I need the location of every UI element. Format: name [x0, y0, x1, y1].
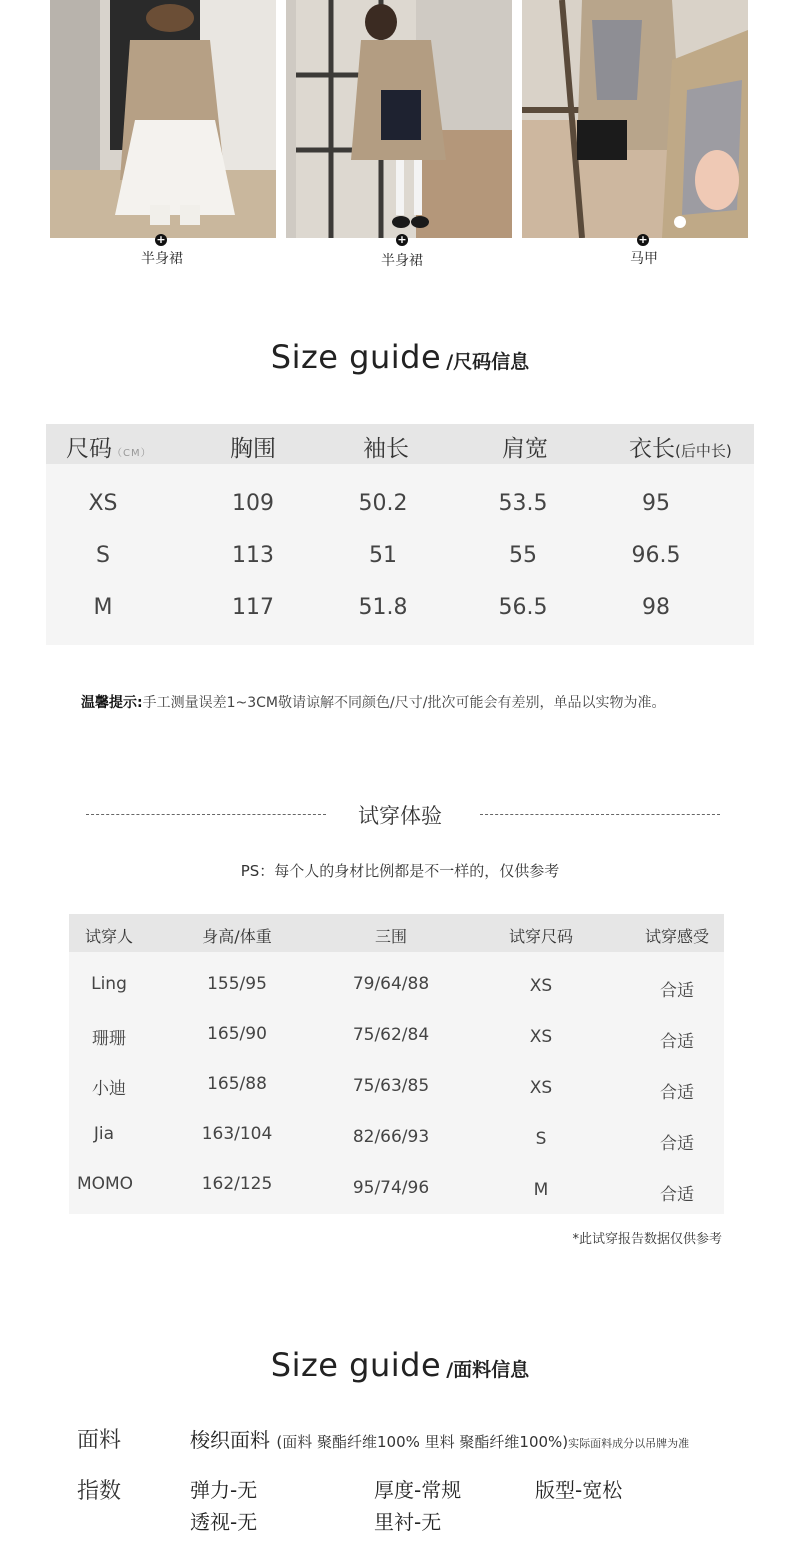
tryon-table-header [69, 914, 724, 952]
fabric-value-line [190, 1424, 689, 1453]
plus-icon: + [638, 233, 648, 246]
size-table [46, 424, 754, 645]
measurements-cell: 75/62/84 [352, 1025, 430, 1045]
header-bust: 胸围 [230, 436, 276, 462]
shoulder-cell: 53.5 [498, 491, 548, 516]
size-table-header [46, 424, 754, 464]
tryon-size-cell: XS [529, 1078, 553, 1098]
photo-caption: 马甲 [630, 251, 658, 267]
header-size-unit: （CM） [112, 448, 152, 459]
tryon-size-cell: XS [529, 976, 553, 996]
tryon-size-cell: XS [529, 1027, 553, 1047]
fabric-label: 面料 [77, 1428, 122, 1453]
height-weight-cell: 165/90 [207, 1024, 267, 1044]
measurement-notice [81, 692, 665, 712]
sleeve-cell: 51.8 [358, 595, 408, 620]
feel-cell: 合适 [660, 1032, 694, 1052]
product-photo-3 [522, 0, 748, 238]
feel-cell: 合适 [660, 981, 694, 1001]
index-lining: 里衬-无 [374, 1510, 442, 1534]
size-guide-title: Size guide [270, 338, 442, 376]
length-cell: 95 [642, 491, 670, 516]
person-cell: 珊珊 [92, 1029, 126, 1049]
tryon-title: 试穿体验 [358, 804, 442, 828]
person-cell: MOMO [76, 1174, 134, 1194]
tryon-size-cell: M [533, 1180, 549, 1200]
measurements-cell: 79/64/88 [352, 974, 430, 994]
header-tryon-size: 试穿尺码 [508, 927, 573, 946]
header-measurements: 三围 [374, 927, 407, 946]
bust-cell: 117 [232, 595, 274, 620]
photo-caption: 半身裙 [141, 251, 183, 267]
person-cell: Ling [91, 974, 127, 994]
person-cell: 小迪 [92, 1079, 126, 1099]
height-weight-cell: 155/95 [207, 974, 267, 994]
fabric-detail-note: 实际面料成分以吊牌为准 [568, 1437, 690, 1450]
header-sleeve: 袖长 [363, 436, 409, 462]
header-size-label: 尺码 [66, 436, 112, 462]
size-cell: M [93, 595, 113, 620]
fabric-detail: (面料 聚酯纤维100% 里料 聚酯纤维100%) [276, 1433, 569, 1451]
height-weight-cell: 163/104 [201, 1124, 273, 1144]
header-length [606, 430, 754, 463]
fabric-guide-subtitle: /面料信息 [446, 1359, 530, 1381]
header-person: 试穿人 [84, 927, 133, 946]
index-transparency: 透视-无 [190, 1510, 258, 1534]
notice-label: 温馨提示: [81, 695, 143, 711]
shoulder-cell: 56.5 [498, 595, 548, 620]
report-note: *此试穿报告数据仅供参考 [572, 1232, 722, 1247]
fabric-value: 梭织面料 [190, 1428, 270, 1452]
size-guide-heading [0, 338, 800, 376]
index-label: 指数 [77, 1479, 122, 1504]
feel-cell: 合适 [660, 1083, 694, 1103]
size-guide-subtitle: /尺码信息 [446, 351, 530, 373]
shoulder-cell: 55 [509, 543, 537, 568]
header-feel: 试穿感受 [644, 927, 709, 946]
index-elasticity: 弹力-无 [190, 1478, 258, 1502]
photo-caption: 半身裙 [381, 253, 423, 269]
length-cell: 98 [642, 595, 670, 620]
size-cell: S [96, 543, 110, 568]
product-photo-1 [50, 0, 276, 238]
index-fit: 版型-宽松 [535, 1478, 623, 1502]
fabric-guide-title: Size guide [270, 1346, 442, 1384]
header-shoulder: 肩宽 [502, 436, 548, 462]
sleeve-cell: 51 [369, 543, 397, 568]
tryon-ps: PS：每个人的身材比例都是不一样的，仅供参考 [240, 862, 560, 880]
person-cell: Jia [93, 1124, 115, 1144]
plus-icon: + [397, 233, 407, 246]
tryon-size-cell: S [535, 1129, 547, 1149]
header-height-weight: 身高/体重 [202, 927, 272, 946]
fabric-guide-heading [0, 1346, 800, 1384]
measurements-cell: 75/63/85 [352, 1076, 430, 1096]
plus-icon: + [156, 233, 166, 246]
index-thickness: 厚度-常规 [374, 1478, 462, 1502]
feel-cell: 合适 [660, 1185, 694, 1205]
product-photo-2 [286, 0, 512, 238]
feel-cell: 合适 [660, 1134, 694, 1154]
height-weight-cell: 165/88 [207, 1074, 267, 1094]
size-cell: XS [88, 491, 118, 516]
sleeve-cell: 50.2 [358, 491, 408, 516]
notice-text: 手工测量误差1~3CM敬请谅解不同颜色/尺寸/批次可能会有差别，单品以实物为准。 [142, 695, 666, 711]
tryon-table [69, 914, 724, 1214]
measurements-cell: 95/74/96 [352, 1178, 430, 1198]
measurements-cell: 82/66/93 [352, 1127, 430, 1147]
height-weight-cell: 162/125 [201, 1174, 273, 1194]
bust-cell: 113 [232, 543, 274, 568]
header-length-note: (后中长) [675, 442, 732, 460]
length-cell: 96.5 [631, 543, 681, 568]
header-length-label: 衣长 [629, 436, 675, 462]
bust-cell: 109 [232, 491, 274, 516]
